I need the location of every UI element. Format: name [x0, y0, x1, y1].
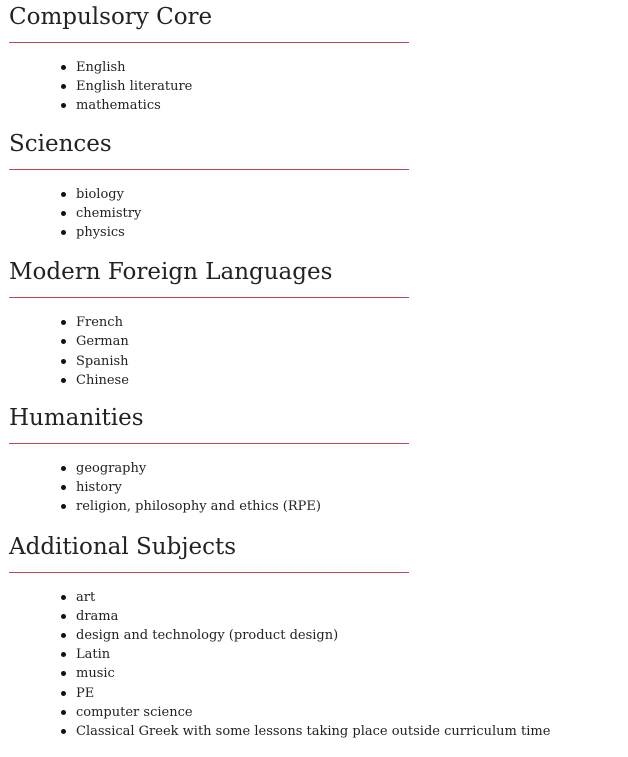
- list-item-label: Spanish: [76, 353, 129, 369]
- section-sciences: [9, 129, 628, 243]
- list-item: [76, 588, 628, 607]
- section-title: Additional Subjects: [9, 533, 237, 560]
- section-additional-subjects: [9, 532, 628, 742]
- bullet-icon: [61, 633, 66, 638]
- list-item: [76, 223, 628, 242]
- section-compulsory-core: [9, 0, 628, 116]
- section-title: Sciences: [9, 130, 112, 157]
- list-item: [76, 664, 628, 683]
- list-item: [76, 185, 628, 204]
- list-item-label: biology: [76, 186, 124, 202]
- list-item: [76, 77, 628, 96]
- list-item-label: music: [76, 666, 115, 682]
- list-item-label: German: [76, 334, 129, 350]
- section-divider: [9, 169, 409, 170]
- bullet-icon: [61, 359, 66, 364]
- list-item-label: religion, philosophy and ethics (RPE): [76, 499, 321, 515]
- list-item-label: Latin: [76, 647, 111, 663]
- list-item-label: Chinese: [76, 372, 129, 388]
- section-divider: [9, 297, 409, 298]
- bullet-icon: [61, 192, 66, 197]
- bullet-icon: [61, 671, 66, 676]
- bullet-icon: [61, 729, 66, 734]
- bullet-icon: [61, 504, 66, 509]
- bullet-icon: [61, 339, 66, 344]
- list-item-label: Classical Greek with some lessons taking place outside curriculum time: [76, 724, 551, 740]
- list-item: [76, 722, 628, 741]
- bullet-icon: [61, 211, 66, 216]
- list-item-label: English: [76, 60, 126, 75]
- list-item-label: French: [76, 315, 123, 331]
- list-item: [76, 459, 628, 478]
- list-item-label: PE: [76, 685, 95, 701]
- bullet-icon: [61, 614, 66, 619]
- list-item-label: history: [76, 480, 122, 496]
- section-divider: [9, 42, 409, 43]
- list-item-label: mathematics: [76, 98, 161, 114]
- bullet-icon: [61, 378, 66, 383]
- list-item: [76, 58, 628, 77]
- bullet-icon: [61, 485, 66, 490]
- bullet-icon: [61, 466, 66, 471]
- bullet-icon: [61, 84, 66, 89]
- list-item-label: computer science: [76, 704, 193, 720]
- list-item: [76, 478, 628, 497]
- list-item-label: chemistry: [76, 205, 142, 221]
- section-modern-foreign-languages: [9, 257, 628, 390]
- section-humanities: [9, 403, 628, 517]
- bullet-icon: [61, 691, 66, 696]
- bullet-icon: [61, 320, 66, 325]
- list-item: [76, 313, 628, 332]
- section-divider: [9, 443, 409, 444]
- list-item: [76, 96, 628, 115]
- subject-list: [9, 185, 628, 243]
- section-title: Humanities: [9, 405, 144, 432]
- section-title: Compulsory Core: [9, 4, 213, 30]
- list-item: [76, 684, 628, 703]
- subject-list: [9, 58, 628, 116]
- list-item: [76, 371, 628, 390]
- bullet-icon: [61, 65, 66, 70]
- bullet-icon: [61, 652, 66, 657]
- list-item: [76, 204, 628, 223]
- list-item-label: art: [76, 589, 96, 605]
- bullet-icon: [61, 710, 66, 715]
- list-item-label: geography: [76, 461, 147, 477]
- list-item: [76, 497, 628, 516]
- list-item-label: physics: [76, 225, 125, 241]
- list-item: [76, 607, 628, 626]
- list-item-label: English literature: [76, 79, 193, 95]
- bullet-icon: [61, 595, 66, 600]
- subject-list: [9, 459, 628, 517]
- list-item-label: drama: [76, 608, 119, 624]
- list-item: [76, 332, 628, 351]
- bullet-icon: [61, 230, 66, 235]
- list-item: [76, 703, 628, 722]
- section-divider: [9, 572, 409, 573]
- subject-list: [9, 588, 628, 742]
- bullet-icon: [61, 103, 66, 108]
- subject-list: [9, 313, 628, 390]
- list-item: [76, 352, 628, 371]
- list-item: [76, 626, 628, 645]
- list-item: [76, 645, 628, 664]
- list-item-label: design and technology (product design): [76, 628, 339, 644]
- section-title: Modern Foreign Languages: [9, 259, 333, 286]
